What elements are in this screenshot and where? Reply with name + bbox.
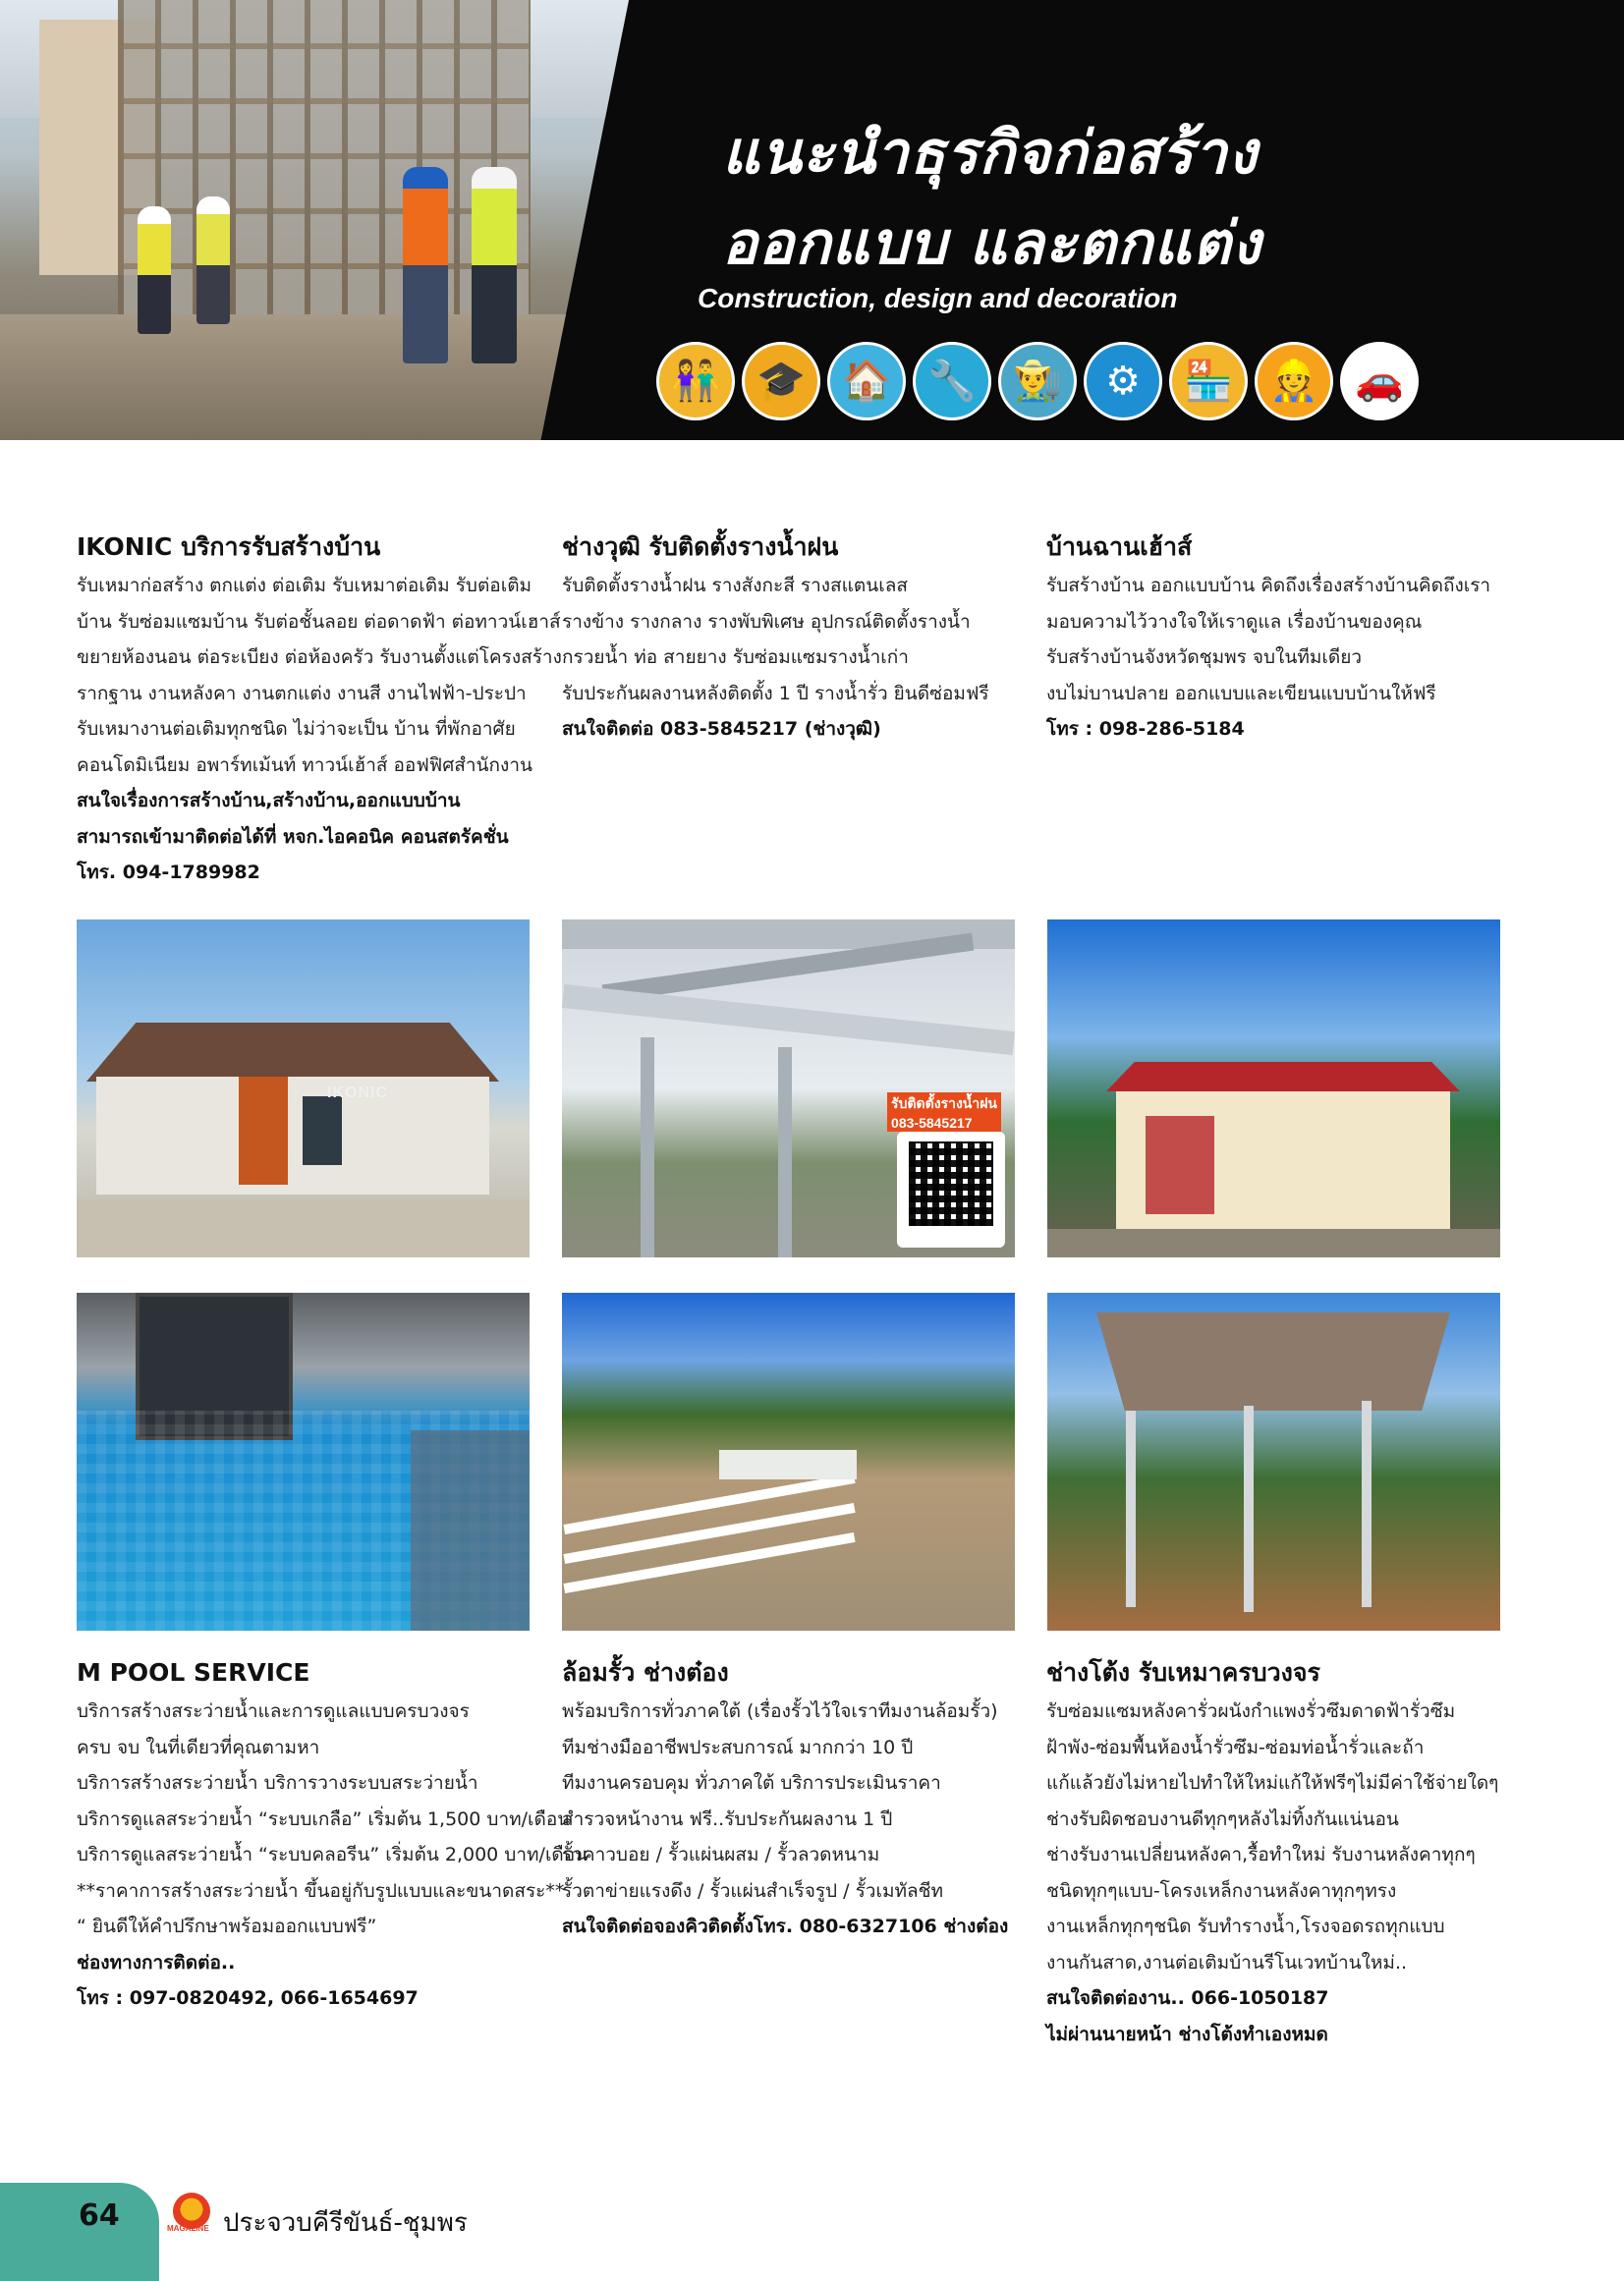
section-line: ฝ้าพัง-ซ่อมพื้นห้องน้ำรั่วซึม-ซ่อมท่อน้ำรั่วและถ้า	[1046, 1736, 1425, 1758]
steel-roof-photo	[1047, 1293, 1500, 1631]
phone-line: สนใจติดต่อ 083-5845217 (ช่างวุฒิ)	[562, 718, 881, 740]
contact-line: ช่องทางการติดต่อ..	[77, 1951, 236, 1974]
section-line: บริการสร้างสระว่ายน้ำ บริการวางระบบสระว่ายน้ำ	[77, 1772, 478, 1794]
gear-icon: ⚙	[1084, 342, 1162, 420]
publication-name: ประจวบคีรีขันธ์-ชุมพร	[223, 2208, 468, 2238]
graduates-icon: 🎓	[742, 342, 820, 420]
section-heading: M POOL SERVICE	[77, 1658, 310, 1687]
baan-chan-house-photo	[1047, 919, 1500, 1257]
section-line: ขยายห้องนอน ต่อระเบียง ต่อห้องครัว รับงานตั้งแต่โครงสร้าง	[77, 646, 562, 668]
section-line: “ ยินดีให้คำปรึกษาพร้อมออกแบบฟรี”	[77, 1916, 377, 1937]
shop-icon: 🏪	[1169, 342, 1248, 420]
ikonic-section	[77, 530, 562, 891]
section-line: ช่างรับผิดชอบงานดีทุกๆหลังไม่ทิ้งกันแน่นอน	[1046, 1808, 1399, 1830]
qr-code	[897, 1132, 1005, 1248]
section-heading: IKONIC บริการรับสร้างบ้าน	[77, 532, 381, 561]
section-line: รับซ่อมแซมหลังคารั่วผนังกำแพงรั่วซึมดาดฟ้ารั่วซึม	[1046, 1700, 1456, 1722]
fence-photo	[562, 1293, 1015, 1631]
house-icon: 🏠	[827, 342, 906, 420]
section-line: บริการดูแลสระว่ายน้ำ “ระบบเกลือ” เริ่มต้น 1,500 บาท/เดือน	[77, 1808, 571, 1830]
chang-wut-section	[562, 530, 1024, 748]
section-line: รั้วตาข่ายแรงดึง / รั้วแผ่นสำเร็จรูป / รั้วเมทัลชีท	[562, 1879, 944, 1902]
section-line: กรวยน้ำ ท่อ สายยาง รับซ่อมแซมรางน้ำเก่า	[562, 646, 909, 668]
section-line: รากฐาน งานหลังคา งานตกแต่ง งานสี งานไฟฟ้า-ประปา	[77, 682, 527, 704]
section-heading: ล้อมรั้ว ช่างต๋อง	[562, 1658, 729, 1687]
phone-line: โทร : 097-0820492, 066-1654697	[77, 1987, 419, 2009]
phone-line: สนใจติดต่อจองคิวติดตั้งโทร. 080-6327106 ช่างต๋อง	[562, 1916, 1009, 1937]
magazine-logo-text: MAGAZINE	[167, 2224, 209, 2233]
section-line: ชนิดทุกๆแบบ-โครงเหล็กงานหลังคาทุกๆทรง	[1046, 1879, 1397, 1902]
contact-line: สนใจเรื่องการสร้างบ้าน,สร้างบ้าน,ออกแบบบ้าน	[77, 790, 461, 811]
farmer-icon: 👨‍🌾	[998, 342, 1077, 420]
phone-line: สนใจติดต่องาน.. 066-1050187	[1046, 1987, 1329, 2009]
section-line: ทีมงานครอบคุม ทั่วภาคใต้ บริการประเมินราคา	[562, 1772, 941, 1794]
category-icon-row	[656, 342, 1419, 420]
section-line: แก้แล้วยังไม่หายไปทำให้ใหม่แก้ให้ฟรีๆไม่มีค่าใช้จ่ายใดๆ	[1046, 1772, 1499, 1794]
banner-title	[722, 108, 1261, 289]
qr-label-line1: รับติดตั้งรางน้ำฝน	[891, 1095, 997, 1111]
section-line: บริการสร้างสระว่ายน้ำและการดูแลแบบครบวงจร	[77, 1700, 470, 1722]
swimming-pool-photo	[77, 1293, 530, 1631]
section-line: รับสร้างบ้านจังหวัดชุมพร จบในทีมเดียว	[1046, 646, 1363, 668]
section-line: สำรวจหน้างาน ฟรี..รับประกันผลงาน 1 ปี	[562, 1808, 893, 1830]
section-line: รั้วคาวบอย / รั้วแผ่นผสม / รั้วลวดหนาม	[562, 1844, 880, 1865]
section-heading: ช่างวุฒิ รับติดตั้งรางน้ำฝน	[562, 532, 839, 561]
car-repair-icon: 🚗	[1340, 342, 1419, 420]
phone-line: โทร. 094-1789982	[77, 862, 260, 883]
chang-tong-fence-section	[562, 1656, 1024, 1945]
header-banner	[0, 0, 1624, 440]
banner-title-line2: ออกแบบ และตกแต่ง	[722, 209, 1262, 278]
section-line: รับเหมาก่อสร้าง ตกแต่ง ต่อเติม รับเหมาต่อเติม รับต่อเติม	[77, 575, 532, 596]
qr-label-line2: 083-5845217	[891, 1115, 973, 1131]
section-heading: บ้านฉานเฮ้าส์	[1046, 532, 1193, 561]
section-line: คอนโดมิเนียม อพาร์ทเม้นท์ ทาวน์เฮ้าส์ ออฟฟิศสำนักงาน	[77, 753, 532, 776]
section-line: ช่างรับงานเปลี่ยนหลังคา,รื้อทำใหม่ รับงานหลังคาทุกๆ	[1046, 1844, 1476, 1865]
construction-site-photo	[0, 0, 629, 440]
contact-line: สามารถเข้ามาติดต่อได้ที่ หจก.ไอคอนิค คอนสตรัคชั่น	[77, 825, 509, 848]
section-line: รับติดตั้งรางน้ำฝน รางสังกะสี รางสแตนเลส	[562, 575, 908, 596]
section-line: พร้อมบริการทั่วภาคใต้ (เรื่องรั้วไว้ใจเราทีมงานล้อมรั้ว)	[562, 1700, 998, 1722]
banner-subtitle: Construction, design and decoration	[698, 283, 1178, 313]
m-pool-service-section	[77, 1656, 588, 2017]
section-line: รางข้าง รางกลาง รางพับพิเศษ อุปกรณ์ติดตั้งรางน้ำ	[562, 610, 971, 633]
contact-line: ไม่ผ่านนายหน้า ช่างโต้งทำเองหมด	[1046, 2023, 1328, 2045]
section-line: **ราคาการสร้างสระว่ายน้ำ ขึ้นอยู่กับรูปแบบและขนาดสระ**	[77, 1879, 565, 1902]
section-line: ทีมช่างมืออาชีพประสบการณ์ มากกว่า 10 ปี	[562, 1736, 914, 1758]
ikonic-house-photo	[77, 919, 530, 1257]
section-line: ครบ จบ ในที่เดียวที่คุณตามหา	[77, 1736, 320, 1758]
banner-title-line1: แนะนำธุรกิจก่อสร้าง	[722, 119, 1259, 188]
people-icon: 👫	[656, 342, 735, 420]
baan-chan-house-section	[1046, 530, 1508, 748]
mechanic-icon: 👷	[1255, 342, 1333, 420]
section-line: รับเหมางานต่อเติมทุกชนิด ไม่ว่าจะเป็น บ้าน ที่พักอาศัย	[77, 718, 516, 740]
section-line: รับสร้างบ้าน ออกแบบบ้าน คิดถึงเรื่องสร้างบ้านคิดถึงเรา	[1046, 575, 1491, 596]
section-line: งบไม่บานปลาย ออกแบบและเขียนแบบบ้านให้ฟรี	[1046, 682, 1436, 704]
section-line: มอบความไว้วางใจให้เราดูแล เรื่องบ้านของคุณ	[1046, 610, 1423, 633]
section-line: บ้าน รับซ่อมแซมบ้าน รับต่อชั้นลอย ต่อดาดฟ้า ต่อทาวน์เฮาส์	[77, 610, 561, 633]
phone-line: โทร : 098-286-5184	[1046, 718, 1245, 740]
section-line: รับประกันผลงานหลังติดตั้ง 1 ปี รางน้ำรั่ว ยินดีซ่อมฟรี	[562, 682, 989, 704]
qr-label	[887, 1092, 1001, 1132]
tools-icon: 🔧	[913, 342, 991, 420]
section-line: งานกันสาด,งานต่อเติมบ้านรีโนเวทบ้านใหม่..	[1046, 1951, 1408, 1974]
section-line: งานเหล็กทุกๆชนิด รับทำรางน้ำ,โรงจอดรถทุกแบบ	[1046, 1916, 1445, 1937]
chang-tong-contractor-section	[1046, 1656, 1508, 2052]
rain-gutter-photo	[562, 919, 1015, 1257]
page-number: 64	[79, 2198, 120, 2233]
section-line: บริการดูแลสระว่ายน้ำ “ระบบคลอรีน” เริ่มต้น 2,000 บาท/เดือน	[77, 1844, 588, 1865]
ikonic-logo-text: IKONIC	[327, 1085, 388, 1101]
section-heading: ช่างโต้ง รับเหมาครบวงจร	[1046, 1658, 1320, 1687]
